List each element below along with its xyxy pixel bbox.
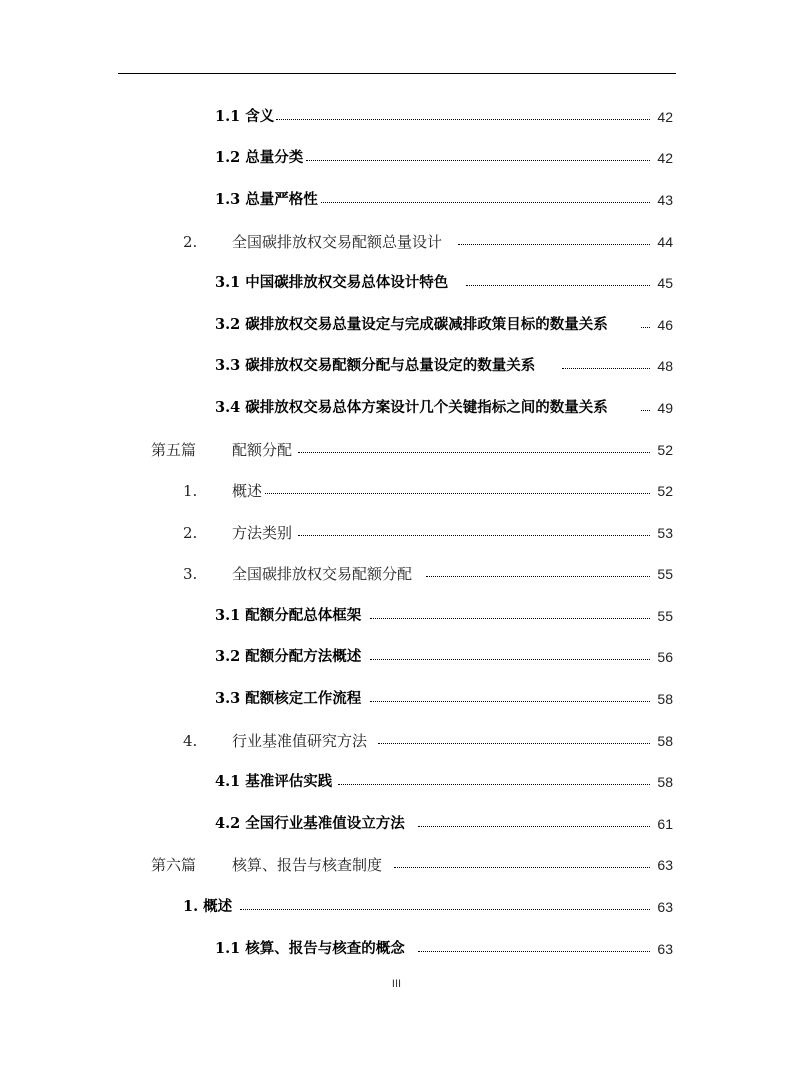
leader-dots (394, 867, 650, 868)
toc-entry-title: 方法类别 (232, 524, 293, 542)
toc-entry-page: 46 (657, 317, 673, 333)
leader-dots (562, 368, 650, 369)
toc-entry-page: 48 (657, 358, 673, 374)
toc-entry-page: 55 (657, 608, 673, 624)
toc-entry-page: 45 (657, 275, 673, 291)
toc-entry[interactable] (0, 771, 793, 793)
toc-entry-title: 配额分配 (232, 441, 293, 459)
leader-dots (276, 119, 650, 120)
toc-entry-title: 概述 (232, 482, 263, 500)
toc-entry-page: 52 (657, 442, 673, 458)
leader-dots (426, 576, 650, 577)
toc-entry-page: 63 (657, 899, 673, 915)
toc-entry[interactable] (0, 522, 793, 544)
toc-entry-title: 3.2 配额分配方法概述 (215, 648, 362, 665)
toc-entry-page: 63 (657, 857, 673, 873)
toc-entry-page: 42 (657, 150, 673, 166)
toc-entry[interactable] (0, 272, 793, 294)
toc-entry[interactable] (0, 480, 793, 502)
leader-dots (418, 951, 650, 952)
toc-entry-page: 43 (657, 192, 673, 208)
toc-entry[interactable] (0, 938, 793, 960)
toc-entry-title: 3.3 碳排放权交易配额分配与总量设定的数量关系 (215, 357, 536, 374)
leader-dots (298, 452, 650, 453)
leader-dots (458, 244, 650, 245)
toc-entry-page: 44 (657, 234, 673, 250)
toc-entry-page: 49 (657, 400, 673, 416)
leader-dots (306, 160, 650, 161)
leader-dots (418, 826, 650, 827)
toc-entry-title: 行业基准值研究方法 (232, 732, 368, 750)
toc-entry-title: 4.2 全国行业基准值设立方法 (215, 815, 405, 832)
toc-entry-title: 1.3 总量严格性 (215, 191, 318, 208)
toc-entry[interactable] (0, 147, 793, 169)
toc-entry[interactable] (0, 439, 793, 461)
toc-entry-title: 1.2 总量分类 (215, 149, 304, 166)
toc-entry[interactable] (0, 730, 793, 752)
leader-dots (321, 202, 650, 203)
leader-dots (370, 659, 650, 660)
toc-entry[interactable] (0, 813, 793, 835)
leader-dots (466, 285, 650, 286)
toc-entry-page: 52 (657, 483, 673, 499)
toc-entry-number: 1. (183, 482, 198, 500)
toc-entry-page: 58 (657, 774, 673, 790)
leader-dots (338, 784, 650, 785)
toc-entry-title: 3.1 配额分配总体框架 (215, 607, 362, 624)
toc-entry-title: 1.1 含义 (215, 108, 275, 125)
toc-entry[interactable] (0, 646, 793, 668)
toc-entry[interactable] (0, 563, 793, 585)
toc-entry[interactable] (0, 314, 793, 336)
toc-entry-title: 全国碳排放权交易配额总量设计 (232, 233, 443, 251)
leader-dots (240, 909, 650, 910)
toc-entry-page: 63 (657, 941, 673, 957)
toc-entry-title: 全国碳排放权交易配额分配 (232, 565, 413, 583)
toc-entry-title: 3.2 碳排放权交易总量设定与完成碳减排政策目标的数量关系 (215, 316, 608, 333)
toc-entry-page: 55 (657, 566, 673, 582)
toc-entry-title: 3.1 中国碳排放权交易总体设计特色 (215, 274, 449, 291)
toc-entry[interactable] (0, 355, 793, 377)
page-footer-number: III (391, 978, 402, 990)
toc-entry[interactable] (0, 605, 793, 627)
toc-entry-number: 2. (183, 233, 198, 251)
leader-dots (265, 493, 650, 494)
toc-entry-page: 58 (657, 733, 673, 749)
toc-entry-title: 3.4 碳排放权交易总体方案设计几个关键指标之间的数量关系 (215, 399, 608, 416)
toc-entry-number: 第六篇 (151, 856, 197, 874)
toc-entry[interactable] (0, 854, 793, 876)
toc-entry-title: 1.1 核算、报告与核查的概念 (215, 940, 405, 957)
toc-entry-number: 3. (183, 565, 198, 583)
toc-entry-number: 4. (183, 732, 198, 750)
toc-entry-number: 第五篇 (151, 441, 197, 459)
toc-entry[interactable] (0, 231, 793, 253)
toc-entry[interactable] (0, 896, 793, 918)
toc-entry-title: 3.3 配额核定工作流程 (215, 690, 362, 707)
toc-entry-page: 53 (657, 525, 673, 541)
toc-entry[interactable] (0, 688, 793, 710)
toc-entry-page: 58 (657, 691, 673, 707)
header-rule (118, 73, 676, 74)
toc-entry-page: 42 (657, 109, 673, 125)
leader-dots (298, 535, 650, 536)
leader-dots (378, 743, 650, 744)
toc-entry-title: 1. 概述 (183, 898, 233, 915)
leader-dots (370, 618, 650, 619)
leader-dots (370, 701, 650, 702)
toc-entry[interactable] (0, 189, 793, 211)
toc-entry-number: 2. (183, 524, 198, 542)
toc-entry-title: 核算、报告与核查制度 (232, 856, 383, 874)
toc-entry-page: 61 (657, 816, 673, 832)
toc-entry[interactable] (0, 397, 793, 419)
toc-entry[interactable] (0, 106, 793, 128)
toc-entry-page: 56 (657, 649, 673, 665)
toc-entry-title: 4.1 基准评估实践 (215, 773, 333, 790)
